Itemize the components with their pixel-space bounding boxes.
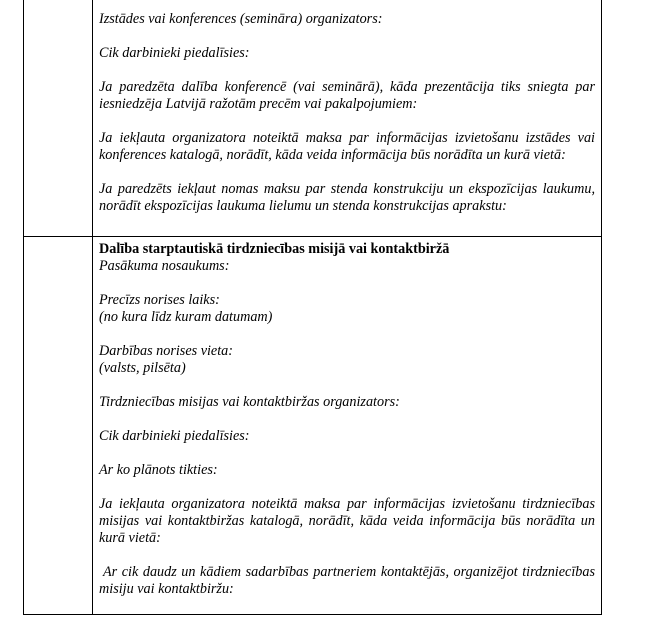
exhibition-cell	[99, 11, 595, 215]
mission-organizer-label: Tirdzniecības misijas vai kontaktbiržas organizators:	[99, 394, 400, 410]
presentation-label: Ja paredzēta dalība konferencē (vai seminārā), kāda prezentācija tiks sniegta par iesniedzēja Latvijā ražotām precēm vai pakalpojumiem:	[99, 79, 595, 112]
trade-mission-cell	[99, 241, 595, 598]
form-table	[23, 0, 602, 615]
mission-employees-label: Cik darbinieki piedalīsies:	[99, 428, 250, 444]
partners-label: Ar cik daudz un kādiem sadarbības partneriem kontaktējās, organizējot tirdzniecības misiju vai kontaktbiržu:	[99, 564, 595, 597]
time-label: Precīzs norises laiks:	[99, 292, 220, 308]
section-title: Dalība starptautiskā tirdzniecības misijā vai kontaktbiržā	[99, 241, 450, 257]
rent-fee-label: Ja paredzēts iekļaut nomas maksu par stenda konstrukciju un ekspozīcijas laukumu, norādīt ekspozīcijas laukuma lielumu un stenda konstrukcijas aprakstu:	[99, 181, 595, 214]
employees-label: Cik darbinieki piedalīsies:	[99, 45, 250, 61]
place-hint: (valsts, pilsēta)	[99, 360, 186, 376]
meet-with-label: Ar ko plānots tikties:	[99, 462, 218, 478]
mission-catalog-fee-label: Ja iekļauta organizatora noteiktā maksa par informācijas izvietošanu tirdzniecības misijas vai kontaktbiržas katalogā, norādīt, kāda veida informācija būs norādīta un kurā vietā:	[99, 496, 595, 546]
column-divider	[92, 0, 93, 614]
place-label: Darbības norises vieta:	[99, 343, 233, 359]
time-hint: (no kura līdz kuram datumam)	[99, 309, 273, 325]
organizer-label: Izstādes vai konferences (semināra) organizators:	[99, 11, 383, 27]
catalog-fee-label: Ja iekļauta organizatora noteiktā maksa par informācijas izvietošanu izstādes vai konferences katalogā, norādīt, kāda veida informācija būs norādīta un kurā vietā:	[99, 130, 595, 163]
event-name-label: Pasākuma nosaukums:	[99, 258, 230, 274]
row-divider	[24, 236, 601, 237]
